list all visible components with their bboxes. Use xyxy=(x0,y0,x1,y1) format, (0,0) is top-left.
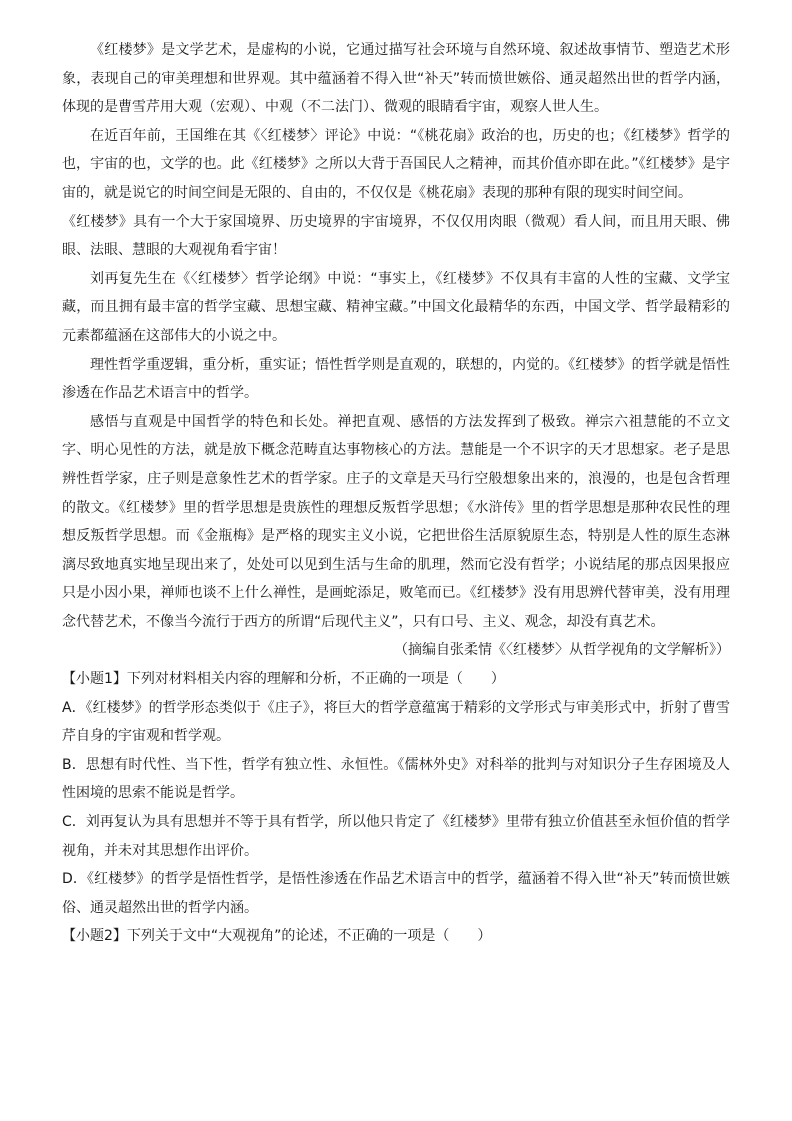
question-2-stem: 【小题2】下列关于文中“大观视角”的论述，不正确的一项是（ ） xyxy=(62,928,492,945)
question-1-option-d: D．《红楼梦》的哲学是悟性哲学，是悟性渗透在作品艺术语言中的哲学，蕴涵着不得入世“补天”转而愤世嫉俗、通灵超然出世的哲学内涵。 xyxy=(62,871,730,916)
passage-paragraph-4: 刘再复先生在《〈红楼梦〉哲学论纲》中说：“事实上，《红楼梦》不仅具有丰富的人性的宝藏、文学宝藏，而且拥有最丰富的哲学宝藏、思想宝藏、精神宝藏。”中国文化最精华的东西，中国文学、哲学最精彩的元素都蕴涵在这部伟大的小说之中。 xyxy=(62,270,730,344)
passage-source: （摘编自张柔情《〈红楼梦〉从哲学视角的文学解析》） xyxy=(394,642,730,659)
passage-paragraph-6: 感悟与直观是中国哲学的特色和长处。禅把直观、感悟的方法发挥到了极致。禅宗六祖慧能的不立文字、明心见性的方法，就是放下概念范畴直达事物核心的方法。慧能是一个不识字的天才思想家。老子是思辨性哲学家，庄子则是意象性艺术的哲学家。庄子的文章是天马行空般想象出来的，浪漫的，也是包含哲理的散文。《红楼梦》里的哲学思想是贵族性的理想反叛哲学思想；《水浒传》里的哲学思想是那种农民性的理想反叛哲学思想。而《金瓶梅》是严格的现实主义小说，它把世俗生活原貌原生态，特别是人性的原生态淋漓尽致地真实地呈现出来了，处处可以见到生活与生命的肌理，然而它没有哲学；小说结尾的那点因果报应只是小因小果，禅师也谈不上什么禅性，是画蛇添足，败笔而已。《红楼梦》没有用思辨代替审美，没有用理念代替艺术，不像当今流行于西方的所谓“后现代主义”，只有口号、主义、观念，却没有真艺术。 xyxy=(62,413,730,630)
question-1-option-c: C．刘再复认为具有思想并不等于具有哲学，所以他只肯定了《红楼梦》里带有独立价值甚至永恒价值的哲学视角，并未对其思想作出评价。 xyxy=(62,814,730,859)
question-1-option-b: B．思想有时代性、当下性，哲学有独立性、永恒性。《儒林外史》对科举的批判与对知识分子生存困境及人性困境的思索不能说是哲学。 xyxy=(62,756,730,802)
passage-paragraph-5: 理性哲学重逻辑，重分析，重实证；悟性哲学则是直观的，联想的，内觉的。《红楼梦》的哲学就是悟性渗透在作品艺术语言中的哲学。 xyxy=(62,356,730,402)
passage-paragraph-1: 《红楼梦》是文学艺术，是虚构的小说，它通过描写社会环境与自然环境、叙述故事情节、塑造艺术形象，表现自己的审美理想和世界观。其中蕴涵着不得入世“补天”转而愤世嫉俗、通灵超然出世的哲学内涵，体现的是曹雪芹用大观（宏观）、中观（不二法门）、微观的眼睛看宇宙，观察人世人生。 xyxy=(62,42,730,116)
passage-paragraph-2: 在近百年前，王国维在其《〈红楼梦〉评论》中说：“《桃花扇》政治的也，历史的也；《红楼梦》哲学的也，宇宙的也，文学的也。此《红楼梦》之所以大背于吾国民人之精神，而其价值亦即在此。”《红楼梦》是宇宙的，就是说它的时间空间是无限的、自由的，不仅仅是《桃花扇》表现的那种有限的现实时间空间。 xyxy=(62,127,730,201)
question-1-stem: 【小题1】下列对材料相关内容的理解和分析，不正确的一项是（ ） xyxy=(62,671,505,688)
question-1-option-a: A．《红楼梦》的哲学形态类似于《庄子》，将巨大的哲学意蕴寓于精彩的文学形式与审美形式中，折射了曹雪芹自身的宇宙观和哲学观。 xyxy=(62,699,730,745)
document-page xyxy=(62,36,730,951)
passage-paragraph-3: 《红楼梦》具有一个大于家国境界、历史境界的宇宙境界，不仅仅用肉眼（微观）看人间，而且用天眼、佛眼、法眼、慧眼的大观视角看宇宙！ xyxy=(62,213,730,259)
